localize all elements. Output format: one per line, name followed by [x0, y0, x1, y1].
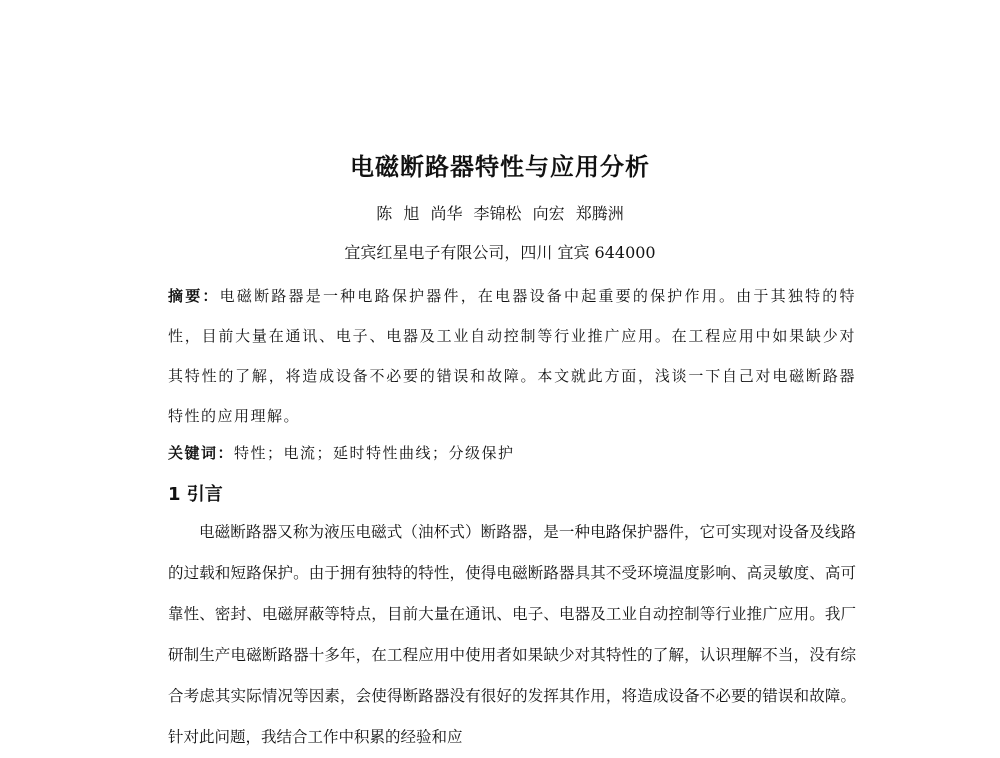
abstract-label: 摘要： [168, 287, 220, 305]
intro-paragraph: 电磁断路器又称为液压电磁式（油杯式）断路器，是一种电路保护器件，它可实现对设备及线路的过载和短路保护。由于拥有独特的特性，使得电磁断路器具其不受环境温度影响、高灵敏度、高可靠性、密封、电磁屏蔽等特点，目前大量在通讯、电子、电器及工业自动控制等行业推广应用。我厂研制生产电磁断路器十多年，在工程应用中使用者如果缺少对其特性的了解，认识理解不当，没有综合考虑其实际情况等因素，会使得断路器没有很好的发挥其作用，将造成设备不必要的错误和故障。针对此问题，我结合工作中积累的经验和应 [168, 523, 856, 746]
affiliation: 宜宾红星电子有限公司，四川 宜宾 644000 [344, 243, 656, 262]
keywords-block [168, 438, 856, 468]
keywords-text: 特性；电流；延时特性曲线；分级保护 [234, 444, 515, 462]
keywords-label: 关键词： [168, 444, 235, 462]
author-list: 陈 旭 尚华 李锦松 向宏 郑腾洲 [376, 204, 624, 223]
paper-title: 电磁断路器特性与应用分析 [350, 153, 650, 181]
abstract-text: 电磁断路器是一种电路保护器件，在电器设备中起重要的保护作用。由于其独特的特性，目前大量在通讯、电子、电器及工业自动控制等行业推广应用。在工程应用中如果缺少对其特性的了解，将造成设备不必要的错误和故障。本文就此方面，浅谈一下自己对电磁断路器特性的应用理解。 [168, 287, 856, 425]
abstract-block [168, 276, 856, 436]
section-heading-introduction: 1 引言 [168, 484, 223, 505]
